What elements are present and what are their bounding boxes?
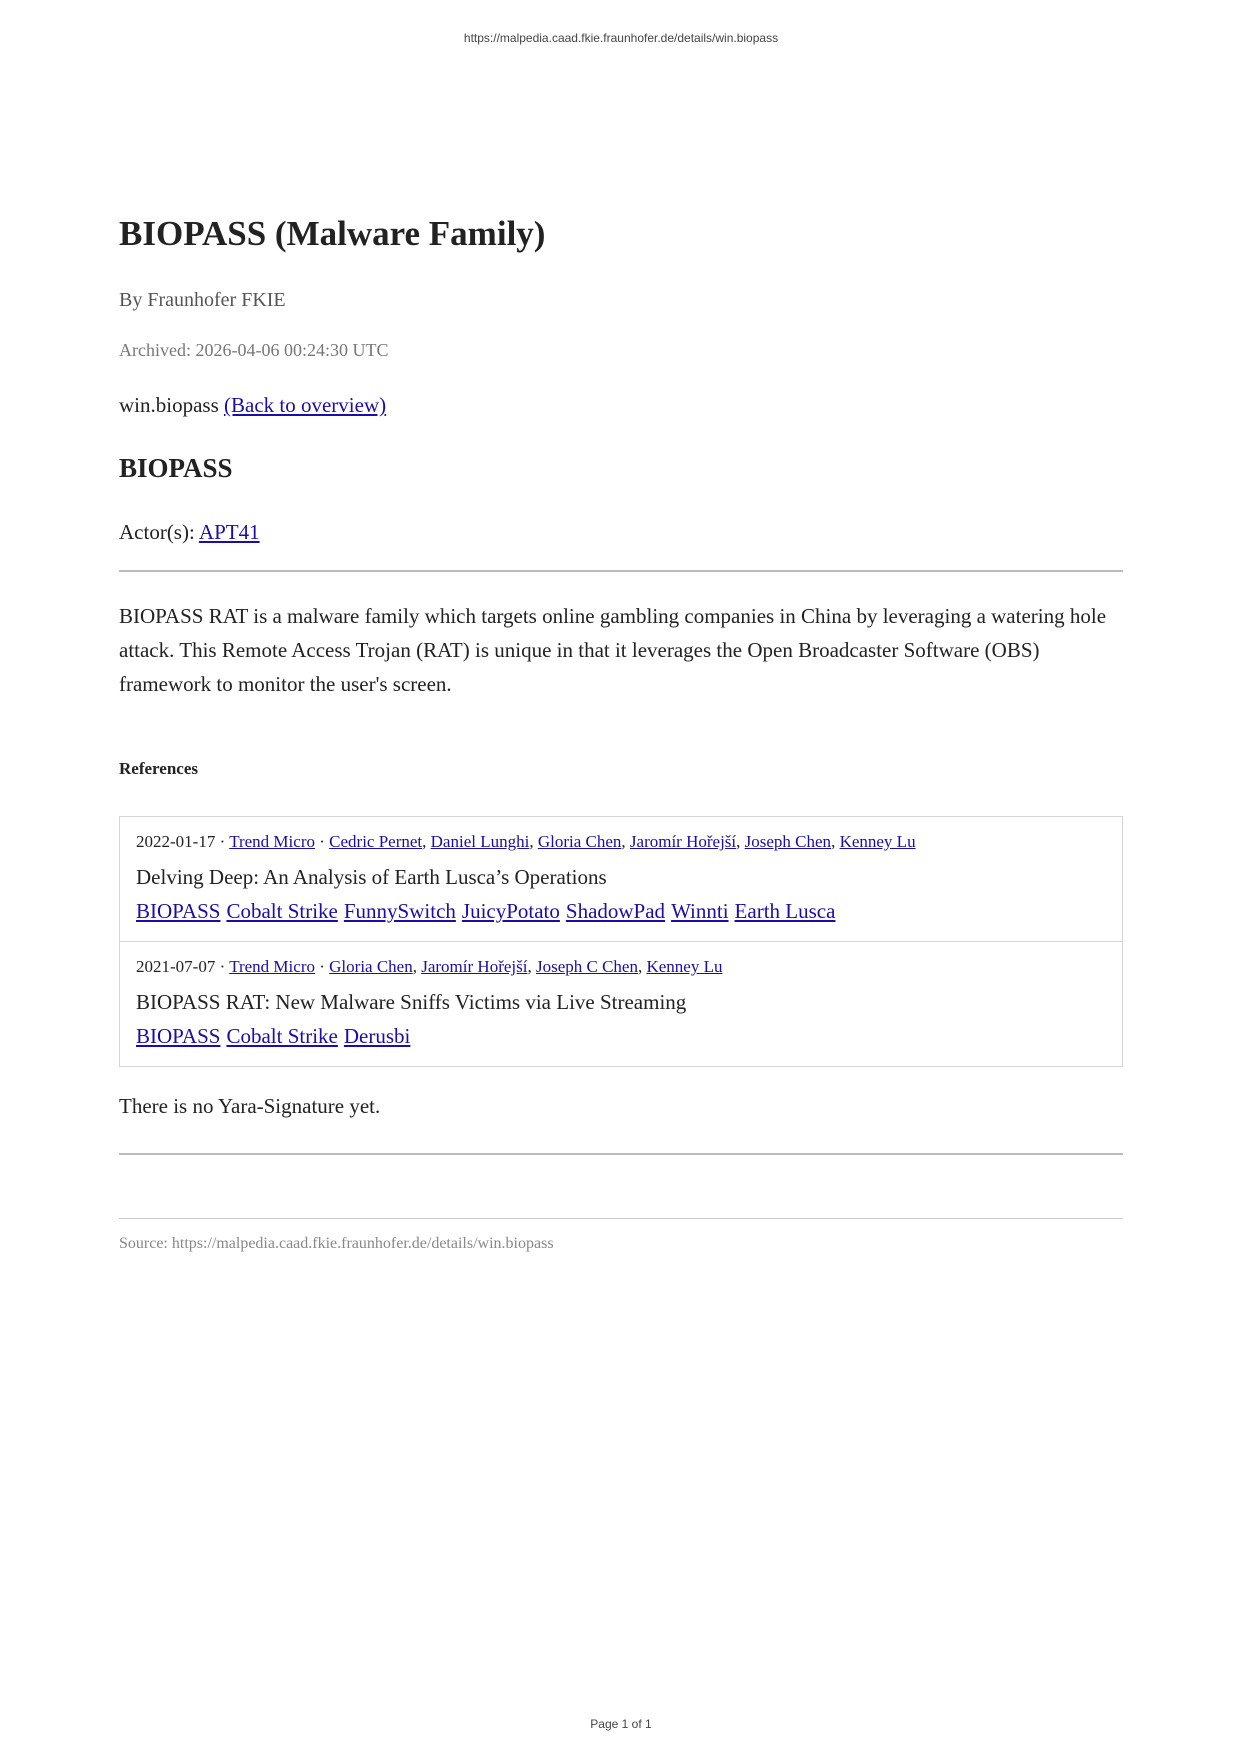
archived-timestamp: Archived: 2026-04-06 00:24:30 UTC	[119, 340, 389, 360]
tag-link[interactable]: FunnySwitch	[343, 899, 456, 923]
family-line	[119, 393, 386, 418]
reference-title: Delving Deep: An Analysis of Earth Lusca’s Operations	[136, 865, 607, 889]
yara-status: There is no Yara-Signature yet.	[119, 1094, 381, 1118]
tag-link[interactable]: Cobalt Strike	[226, 899, 338, 923]
tag-link[interactable]: JuicyPotato	[461, 899, 560, 923]
tag-link[interactable]: Winnti	[671, 899, 729, 923]
reference-title: BIOPASS RAT: New Malware Sniffs Victims via Live Streaming	[136, 990, 687, 1014]
divider	[119, 570, 1123, 572]
section-heading: BIOPASS	[119, 453, 233, 483]
page-title: BIOPASS (Malware Family)	[119, 214, 546, 253]
tag-link[interactable]: BIOPASS	[136, 899, 221, 923]
divider	[119, 1218, 1123, 1219]
divider	[119, 1153, 1123, 1155]
header-url: https://malpedia.caad.fkie.fraunhofer.de/details/win.biopass	[463, 31, 779, 45]
reference-tags	[136, 1024, 410, 1049]
references-heading: References	[119, 759, 198, 778]
source-line: Source: https://malpedia.caad.fkie.fraunhofer.de/details/win.biopass	[119, 1235, 554, 1252]
back-to-overview-link[interactable]: (Back to overview)	[224, 393, 387, 417]
tag-link[interactable]: Cobalt Strike	[226, 1024, 338, 1048]
reference-source-link[interactable]: Trend Micro	[229, 832, 315, 851]
tag-link[interactable]: Derusbi	[343, 1024, 411, 1048]
author-link[interactable]: Joseph C Chen	[535, 957, 638, 976]
tag-link[interactable]: ShadowPad	[565, 899, 666, 923]
reference-row	[120, 817, 1122, 941]
actor-link[interactable]: APT41	[198, 520, 260, 544]
page-number: Page 1 of 1	[590, 1717, 652, 1731]
author-link[interactable]: Kenney Lu	[646, 957, 723, 976]
reference-tags	[136, 899, 835, 924]
author-link[interactable]: Gloria Chen	[537, 832, 622, 851]
tag-link[interactable]: Earth Lusca	[734, 899, 836, 923]
description: BIOPASS RAT is a malware family which targets online gambling companies in China by leveraging a watering hole attack. This Remote Access Trojan (RAT) is unique in that it leverages the Open Broadcaster Software (OBS) framework to monitor the user's screen.	[119, 604, 1107, 696]
tag-link[interactable]: BIOPASS	[136, 1024, 221, 1048]
reference-date: 2021-07-07	[136, 957, 216, 976]
author-link[interactable]: Jaromír Hořejší	[421, 957, 528, 976]
author-link[interactable]: Jaromír Hořejší	[629, 832, 737, 851]
actors-line	[119, 520, 260, 545]
reference-row	[120, 941, 1122, 1066]
author-link[interactable]: Cedric Pernet	[329, 832, 423, 851]
author-link[interactable]: Gloria Chen	[329, 957, 413, 976]
actors-label: Actor(s):	[119, 520, 195, 544]
author-link[interactable]: Kenney Lu	[839, 832, 916, 851]
reference-meta: 2022-01-17 · Trend Micro · Cedric Pernet, Daniel Lunghi, Gloria Chen, Jaromír Hořejší, Joseph Chen, Kenney Lu	[136, 832, 916, 851]
reference-date: 2022-01-17	[136, 832, 216, 851]
reference-meta: 2021-07-07 · Trend Micro · Gloria Chen, Jaromír Hořejší, Joseph C Chen, Kenney Lu	[136, 957, 723, 976]
author-link[interactable]: Joseph Chen	[744, 832, 832, 851]
byline: By Fraunhofer FKIE	[119, 289, 286, 311]
reference-source-link[interactable]: Trend Micro	[229, 957, 315, 976]
references-table	[119, 816, 1123, 1067]
author-link[interactable]: Daniel Lunghi	[430, 832, 530, 851]
family-id: win.biopass	[119, 393, 219, 417]
